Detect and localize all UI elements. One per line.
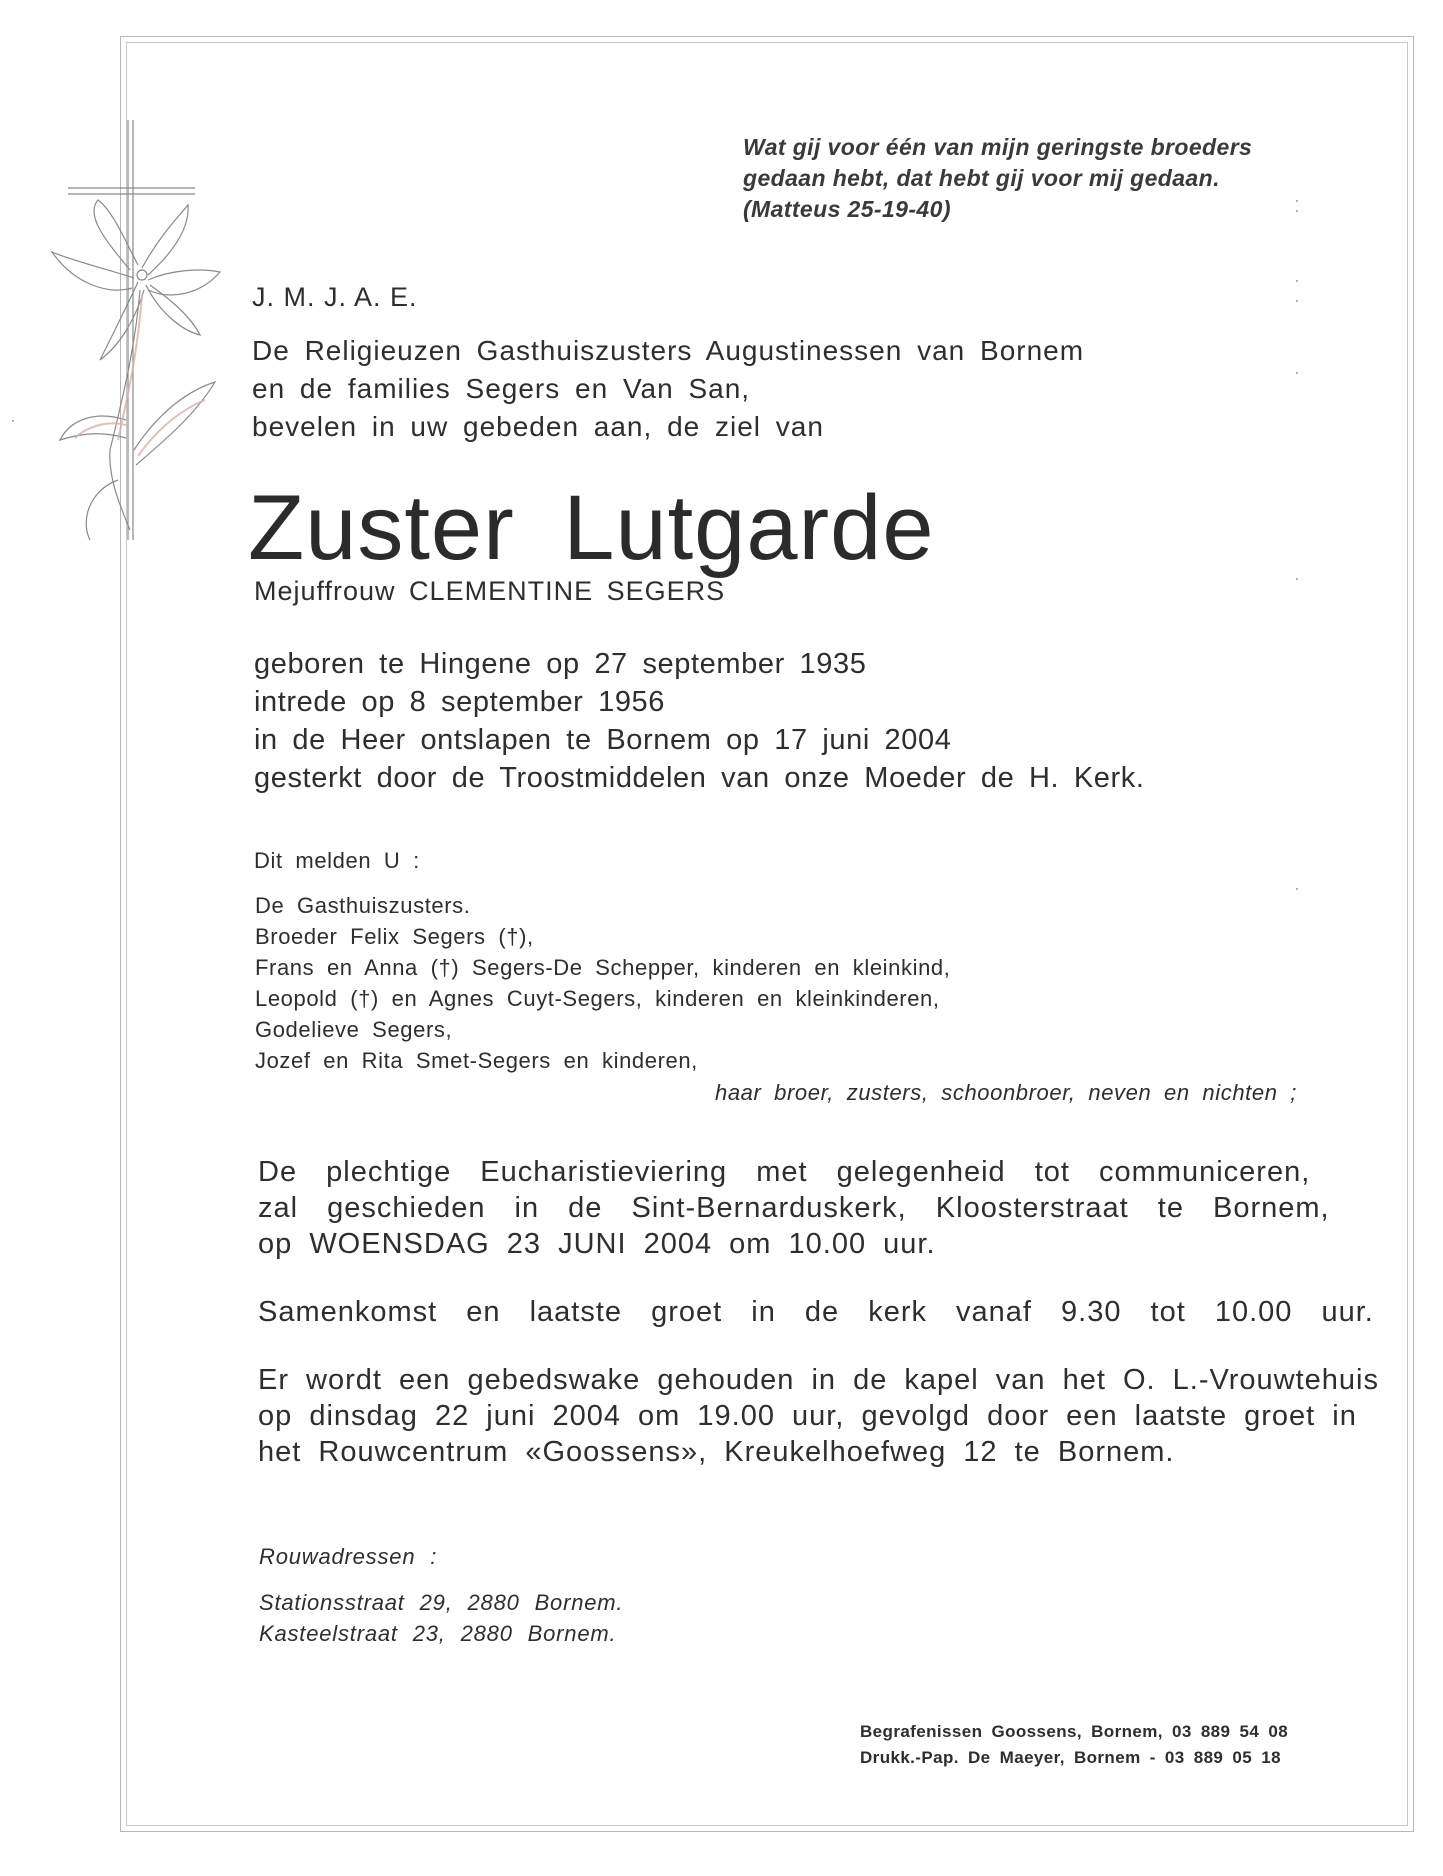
scan-speck (1296, 888, 1298, 890)
scan-speck (1296, 300, 1298, 302)
life-line-entry: intrede op 8 september 1956 (254, 686, 666, 718)
quote-line-1: Wat gij voor één van mijn geringste broeders (743, 134, 1253, 160)
scan-speck (1296, 210, 1298, 212)
vigil-line-3: het Rouwcentrum «Goossens», Kreukelhoefweg 12 te Bornem. (258, 1436, 1175, 1468)
deceased-name: Zuster Lutgarde (248, 477, 935, 579)
funeral-director-line: Begrafenissen Goossens, Bornem, 03 889 54 08 (860, 1722, 1289, 1741)
scan-speck (12, 420, 14, 422)
life-line-sacraments: gesterkt door de Troostmiddelen van onze Moeder de H. Kerk. (254, 762, 1145, 794)
scan-speck (1296, 372, 1298, 374)
gathering-line: Samenkomst en laatste groet in de kerk vanaf 9.30 tot 10.00 uur. (258, 1296, 1374, 1328)
life-line-death: in de Heer ontslapen te Bornem op 17 juni 2004 (254, 724, 952, 756)
family-relation: haar broer, zusters, schoonbroer, neven en nichten ; (715, 1080, 1297, 1105)
scan-speck (1296, 578, 1298, 580)
family-line: Leopold (†) en Agnes Cuyt-Segers, kinderen en kleinkinderen, (255, 986, 940, 1011)
deceased-civil-name: Mejuffrouw CLEMENTINE SEGERS (254, 576, 726, 606)
family-line: Frans en Anna (†) Segers-De Schepper, kinderen en kleinkind, (255, 955, 951, 980)
addresses-heading: Rouwadressen : (259, 1544, 438, 1569)
announcement-heading: Dit melden U : (254, 848, 420, 873)
life-line-birth: geboren te Hingene op 27 september 1935 (254, 648, 867, 680)
vigil-line-1: Er wordt een gebedswake gehouden in de kapel van het O. L.-Vrouwtehuis (258, 1364, 1379, 1396)
intro-line-1: De Religieuzen Gasthuiszusters Augustinessen van Bornem (252, 335, 1085, 366)
mass-line-1: De plechtige Eucharistieviering met gelegenheid tot communiceren, (258, 1156, 1311, 1188)
family-line: De Gasthuiszusters. (255, 893, 471, 918)
intro-line-3: bevelen in uw gebeden aan, de ziel van (252, 411, 824, 442)
intro-line-2: en de families Segers en Van San, (252, 373, 751, 404)
scan-speck (1296, 280, 1298, 282)
family-line: Jozef en Rita Smet-Segers en kinderen, (255, 1048, 698, 1073)
printer-line: Drukk.-Pap. De Maeyer, Bornem - 03 889 05 18 (860, 1748, 1281, 1767)
family-line: Broeder Felix Segers (†), (255, 924, 534, 949)
address-line-2: Kasteelstraat 23, 2880 Bornem. (259, 1621, 617, 1646)
vigil-line-2: op dinsdag 22 juni 2004 om 19.00 uur, gevolgd door een laatste groet in (258, 1400, 1357, 1432)
quote-reference: (Matteus 25-19-40) (743, 196, 951, 222)
initials-heading: J. M. J. A. E. (252, 282, 418, 312)
scan-speck (1296, 200, 1298, 202)
family-line: Godelieve Segers, (255, 1017, 453, 1042)
cross-lily-ornament (30, 120, 230, 550)
address-line-1: Stationsstraat 29, 2880 Bornem. (259, 1590, 624, 1615)
quote-line-2: gedaan hebt, dat hebt gij voor mij gedaan. (743, 165, 1220, 191)
mass-line-3: op WOENSDAG 23 JUNI 2004 om 10.00 uur. (258, 1228, 936, 1260)
mass-line-2: zal geschieden in de Sint-Bernarduskerk, Kloosterstraat te Bornem, (258, 1192, 1330, 1224)
